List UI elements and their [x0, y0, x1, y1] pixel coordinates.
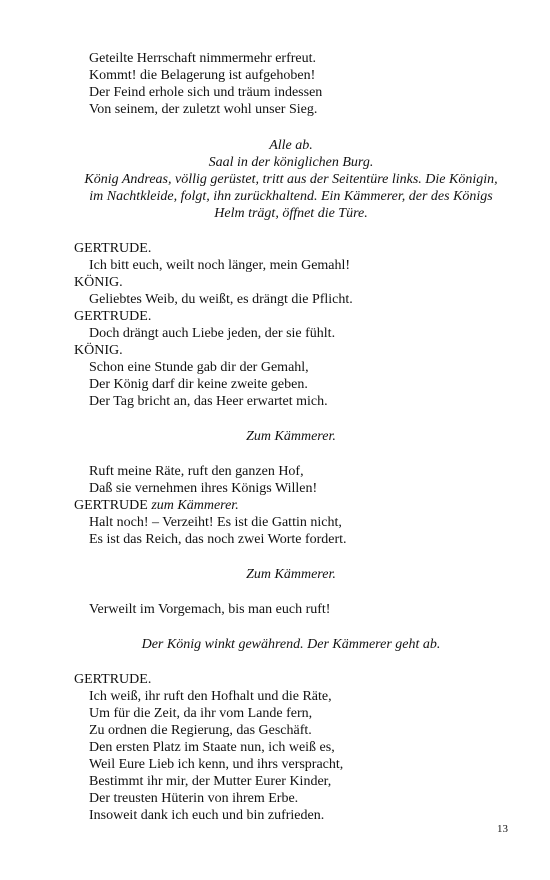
stage-direction: Zum Kämmerer.	[246, 567, 336, 582]
verse-line: Der König darf dir keine zweite geben.	[89, 377, 308, 392]
verse-line: Ich bitt euch, weilt noch länger, mein Gemahl!	[89, 258, 351, 273]
verse-line: Von seinem, der zuletzt wohl unser Sieg.	[89, 102, 318, 117]
verse-block	[74, 50, 508, 118]
stage-direction: Der König winkt gewährend. Der Kämmerer geht ab.	[141, 637, 441, 652]
stage-direction: Helm trägt, öffnet die Türe.	[214, 206, 368, 221]
stage-direction: König Andreas, völlig gerüstet, tritt aus der Seitentüre links. Die Königin,	[84, 172, 498, 187]
verse-line: Der Tag bricht an, das Heer erwartet mich.	[89, 394, 328, 409]
dialogue-block	[74, 463, 508, 548]
stage-direction: Alle ab.	[269, 138, 313, 153]
verse-line: Geteilte Herrschaft nimmermehr erfreut.	[89, 51, 317, 66]
speaker-label: GERTRUDE	[74, 498, 148, 513]
verse-line: Kommt! die Belagerung ist aufgehoben!	[89, 68, 316, 83]
verse-line: Bestimmt ihr mir, der Mutter Eurer Kinder,	[89, 774, 332, 789]
verse-line: Zu ordnen die Regierung, das Geschäft.	[89, 723, 312, 738]
stage-direction: im Nachtkleide, folgt, ihn zurückhaltend. Ein Kämmerer, der des Königs	[89, 189, 493, 204]
verse-line: Halt noch! – Verzeiht! Es ist die Gattin nicht,	[89, 515, 342, 530]
speaker-name: KÖNIG.	[74, 275, 123, 290]
verse-line: Daß sie vernehmen ihres Königs Willen!	[89, 481, 318, 496]
verse-line: Den ersten Platz im Staate nun, ich weiß es,	[89, 740, 335, 755]
speaker-name: GERTRUDE.	[74, 241, 152, 256]
speaker-name	[74, 497, 508, 514]
dialogue-block	[74, 240, 508, 410]
verse-line: Der treusten Hüterin von ihrem Erbe.	[89, 791, 299, 806]
speaker-name: GERTRUDE.	[74, 672, 152, 687]
verse-line: Geliebtes Weib, du weißt, es drängt die Pflicht.	[89, 292, 353, 307]
speaker-name: KÖNIG.	[74, 343, 123, 358]
verse-line: Insoweit dank ich euch und bin zufrieden.	[89, 808, 325, 823]
page-body	[74, 50, 508, 824]
page-number: 13	[497, 823, 508, 835]
verse-line: Um für die Zeit, da ihr vom Lande fern,	[89, 706, 313, 721]
verse-line: Ich weiß, ihr ruft den Hofhalt und die Räte,	[89, 689, 332, 704]
stage-direction: Zum Kämmerer.	[246, 429, 336, 444]
speaker-direction: zum Kämmerer.	[151, 498, 239, 513]
verse-line: Schon eine Stunde gab dir der Gemahl,	[89, 360, 309, 375]
verse-line: Verweilt im Vorgemach, bis man euch ruft!	[89, 602, 331, 617]
speaker-name: GERTRUDE.	[74, 309, 152, 324]
verse-line: Es ist das Reich, das noch zwei Worte fordert.	[89, 532, 347, 547]
dialogue-block	[74, 671, 508, 824]
verse-line: Doch drängt auch Liebe jeden, der sie fühlt.	[89, 326, 336, 341]
verse-line: Weil Eure Lieb ich kenn, und ihrs verspracht,	[89, 757, 344, 772]
scene-heading: Saal in der königlichen Burg.	[208, 155, 374, 170]
stage-direction-block	[74, 137, 508, 222]
verse-line: Ruft meine Räte, ruft den ganzen Hof,	[89, 464, 304, 479]
verse-line: Der Feind erhole sich und träum indessen	[89, 85, 323, 100]
